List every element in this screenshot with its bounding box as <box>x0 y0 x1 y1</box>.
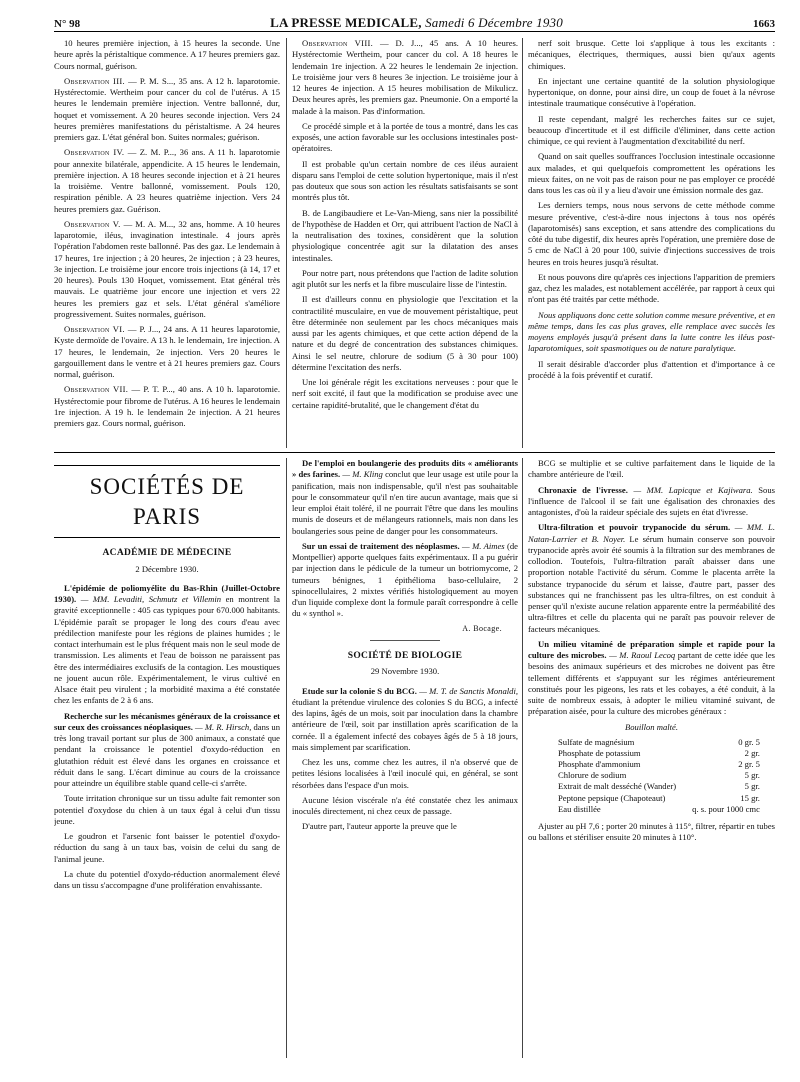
text-paragraph <box>528 76 775 110</box>
recipe-row <box>556 759 762 770</box>
paragraph-text: La chute du potentiel d'oxydo-réduction anormalement élevé dans un tissu s'accompagne d'une prolifération envahissante. <box>54 868 280 891</box>
communication-title: Sur un essai de traitement des néoplasmes. <box>302 540 460 551</box>
biologie-items-cont <box>528 458 775 718</box>
communication-title: Etude sur la colonie S du BCG. <box>302 685 417 696</box>
observation-paragraph <box>54 76 280 144</box>
recipe-closing: Ajuster au pH 7,6 ; porter 20 minutes à 115°, filtrer, répartir en tubes ou ballons et stériliser ensuite 20 minutes à 110°. <box>528 820 775 843</box>
text-paragraph <box>292 268 518 291</box>
observation-label: Observation VI. <box>64 324 125 334</box>
academie-heading: ACADÉMIE DE MÉDECINE <box>102 548 232 559</box>
societes-column <box>54 458 280 1058</box>
paragraph-text: nerf soit brusque. Cette loi s'applique à tous les excitants : mécaniques, électriques, thermiques, aussi bien qu'aux agents chimiques. <box>528 38 775 71</box>
recipe-row <box>556 737 762 748</box>
communication-paragraph <box>292 458 518 537</box>
paragraph-text: en montrent la gravité exceptionnelle : 405 cas typiques pour 670.000 habitants. L'épidémie paraît se propager le long des cours d'eau avec prédilection manifeste pour les régions de plaines humides ; le contact interhumain est le plus fréquent mais non le seul mode de transmission. Les aliments et l'eau de boisson ne paraissent pas être des intermédiaires exclusifs de la contagion. Les moustiques ne jouent aucun rôle. Expérimentalement, le virus cultivé en Alsace était peu virulent ; la morbidité maxima a été constatée chez les enfants de 2 à 6 ans. <box>54 594 280 706</box>
paragraph-text: Toute irritation chronique sur un tissu adulte fait remonter son potentiel d'oxydose du chien à un taux égal à celui d'un tissu jeune. <box>54 793 280 826</box>
heading-rule <box>54 465 280 466</box>
paragraph-text: B. de Langibaudiere et Le-Van-Mieng, sans nier la possibilité de l'hypothèse de Hadden et Orr, qui attribuent l'action de NaCl à la neutralisation des toxines, considèrent que la solution physiologique concentrée agit sur la dilatation des anses intestinales. <box>292 207 518 263</box>
text-paragraph <box>528 114 775 148</box>
text-paragraph <box>54 869 280 892</box>
column-divider <box>286 38 287 448</box>
recipe-title: Bouillon malté. <box>625 721 678 732</box>
paragraph-text: D'autre part, l'auteur apporte la preuve que le <box>302 821 457 832</box>
paragraph-text: dans un très long travail portant sur plus de 300 animaux, a constaté que pendant la croissance le potentiel d'oxydo-réduction en glutathion réduit est élevé dans les organes en croissance et réduit dans le sang. L'écart diminue au cours de la croissance pour atteindre un équilibre stable quand celle-ci s'arrête. <box>54 721 280 789</box>
paragraph-text: (de Montpellier) apporte quelques faits expérimentaux. Il a pu guérir par injection dans le pédicule de la tumeur un botriomycome, 2 tumeurs bénignes, 1 épithélioma baso-cellulaire, 2 spinocellulaires, 2 mixtes vérifiés histologiquement au moyen d'un liquide complexe dont la formule paraît correspondre à celle du « synthol ». <box>292 540 518 619</box>
paragraph-text: Sous l'influence de l'alcool il se fait une égalisation des chronaxies des antagonistes, d'où la raideur spéciale des sujets en état d'ivresse. <box>528 484 775 517</box>
communication-paragraph <box>54 711 280 790</box>
text-paragraph <box>528 359 775 382</box>
paragraph-text: Ce procédé simple et à la portée de tous a montré, dans les cas exposés, une action favorable sur les occlusions intestinales post-opératoires. <box>292 120 518 154</box>
paragraph-text: Pour notre part, nous prétendons que l'action de ladite solution agit plutôt sur les nerfs et la fibre musculaire lisse de l'intestin. <box>292 267 518 289</box>
text-paragraph <box>292 377 518 411</box>
text-paragraph <box>54 38 280 72</box>
societes-heading: SOCIÉTÉS DE PARIS <box>89 474 245 530</box>
communication-title: L'épidémie de poliomyélite du Bas-Rhin (Juillet-Octobre 1930). <box>54 582 280 605</box>
text-paragraph <box>292 159 518 204</box>
journal-title <box>270 14 563 31</box>
lower-right-column <box>528 458 775 1058</box>
separator <box>370 640 440 641</box>
communication-authors: — MM. Lapicque et Kajiwara. <box>627 484 753 495</box>
paragraph-text: Il est d'ailleurs connu en physiologie que l'excitation et la contractilité musculaire, en vue de mouvement péristaltique, peut être déterminée non seulement par les chocs mécaniques mais aussi par les agents chimiques, et que cette action dépend de la nature et du degré de concentration des substances chimiques. Ainsi le sel neutre, chlorure de sodium (5 à 30 pour 100) détermine l'excitation des nerfs. <box>292 294 518 372</box>
communication-authors: — M. T. de Sanctis Monaldi, <box>416 685 518 696</box>
paragraph-text: Le sérum humain conserve son pouvoir trypanocide après avoir été soumis à la filtration sur des membranes de collodion. Toutefois, l'ultra-filtration paraît abaisser dans une proportion notable l'activité du sérum. Comme le placenta arrête la substance trypanocide du sérum et laisse, d'autre part, passer des substances qui ne franchissent pas les ultra-filtres, on est conduit à penser qu'il n'existe aucune relation apparente entre la perméabilité des ultra-filtres et celle du placenta qui ne paraît pas pouvoir relever de facteurs mécaniques. <box>528 533 775 634</box>
ingredient-quantity: 0 gr. 5 <box>738 736 760 747</box>
text-paragraph <box>292 294 518 373</box>
paragraph-text: — Z. M. P..., 36 ans. A 11 h. laparotomie pour annexite bilatérale, appendicite. A 15 heures le lendemain, première injection. A 18 heures seconde injection et à 21 heures la troisième. Ventre ballonné, vomissement. Pouls 120, respiration pénible. A 23 heures quatrième injection. Vers 24 heures premiers gaz. Guérison. <box>54 147 280 214</box>
paragraph-text: Les derniers temps, nous nous servons de cette méthode comme mesure préventive, c'est-à-dire nous injectons à tous nos opérés (laparotomisés) sans exception, et sans attendre des complications du côté du tube digestif, dix heures après l'opération, une première dose de 5 cmc de NaCl à 20 pour 100, suivie d'injections successives de trois heures en trois heures jusqu'à résultat. <box>528 200 775 267</box>
observation-paragraph <box>54 219 280 320</box>
issue-date: Samedi 6 Décembre 1930 <box>425 15 563 30</box>
communication-title: Recherche sur les mécanismes généraux de la croissance et sur ceux des croissances néoplasiques. <box>54 710 280 732</box>
ingredient-name: Phosphate de potassium <box>558 747 641 758</box>
text-paragraph <box>528 38 775 72</box>
recipe-row <box>556 804 762 815</box>
paragraph-text: Il est probable qu'un certain nombre de ces iléus auraient disparu sans l'emploi de cette solution hypertonique, mais il n'est pas douteux que sous son action les résultats satisfaisants se sont montrés plus tôt. <box>292 158 518 203</box>
text-paragraph <box>528 200 775 268</box>
paragraph-text: Nous appliquons donc cette solution comme mesure préventive, et en même temps, dans les cas plus graves, elle remplace avec succès les moyens employés jusqu'à présent dans la lutte contre les iléus post-laparotomiques, soit spasmotiques ou de nature paralytique. <box>528 309 775 354</box>
paragraph-text: étudiant la prétendue virulence des colonies S du BCG, a infecté des lapins, âgés de un mois, soit par inoculation dans la chambre antérieure de l'œil, soit par instillation après scarification de la cornée. Il a également infecté des cobayes âgés de 5 à 18 jours, mais simplement par scarification. <box>292 696 518 752</box>
recipe-row <box>556 770 762 781</box>
paragraph-text: Il reste cependant, malgré les recherches faites sur ce sujet, beaucoup d'incertitude et il est difficile d'éliminer, dans cette action chimique, ce qui revient à l'augmentation d'excitabilité du nerf. <box>528 113 775 146</box>
text-paragraph <box>54 831 280 865</box>
ingredient-quantity: 2 gr. 5 <box>738 759 760 770</box>
ingredient-quantity: 2 gr. <box>744 747 760 758</box>
paragraph-text: Il serait désirable d'accorder plus d'attention et d'importance à ce procédé à la fois préventif et curatif. <box>528 358 775 380</box>
observation-paragraph <box>54 147 280 215</box>
communication-authors: — M. Raoul Lecoq <box>606 650 676 660</box>
communication-paragraph <box>292 541 518 620</box>
ingredient-quantity: 5 gr. <box>744 770 760 781</box>
text-paragraph <box>292 795 518 818</box>
paragraph-text: BCG se multiplie et se cultive parfaitement dans le liquide de la chambre antérieure de l'œil. <box>528 458 775 480</box>
text-paragraph <box>528 458 775 481</box>
paragraph-text: En injectant une certaine quantité de la solution physiologique hypertonique, on donne, pour ainsi dire, un coup de fouet à la névrose intestinale traumatique consécutive à l'opération. <box>528 75 775 109</box>
text-paragraph <box>292 757 518 791</box>
page-number: 1663 <box>753 18 775 30</box>
observation-paragraph <box>54 384 280 429</box>
recipe-row <box>556 748 762 759</box>
text-paragraph <box>528 310 775 355</box>
paragraph-text: Une loi générale régit les excitations nerveuses : pour que le nerf soit excité, il faut que la modification se produise avec une certaine rapidité-brutalité, que le changement d'état du <box>292 377 518 410</box>
paragraph-text: Quand on sait quelles souffrances l'occlusion intestinale occasionne aux malades, et qui quelquefois compromettent les opérations les mieux faites, on ne voit pas de raison pour ne pas employer ce procédé dans tous les cas où il y a lieu d'avoir une émission normale des gaz. <box>528 151 775 195</box>
page-header <box>54 14 775 28</box>
communication-title: Chronaxie de l'ivresse. <box>538 484 628 495</box>
column-divider <box>286 458 287 1058</box>
column-divider <box>522 458 523 1058</box>
ingredient-quantity: 5 gr. <box>744 781 760 792</box>
communication-paragraph <box>528 485 775 519</box>
communication-authors: — M. Aimes <box>459 540 505 551</box>
communication-authors: — MM. L. Natan-Larrier et B. Noyer. <box>528 522 775 544</box>
text-paragraph <box>528 272 775 306</box>
paragraph-text: 10 heures première injection, à 15 heures la seconde. Une heure après la péristaltique commence. A 17 heures premiers gaz. Cours normal, guérison. <box>54 38 280 71</box>
column-1 <box>54 38 280 448</box>
journal-name: LA PRESSE MEDICALE, <box>270 15 422 30</box>
signature: A. Bocage. <box>462 623 502 633</box>
text-paragraph <box>528 151 775 196</box>
biologie-items <box>292 686 518 833</box>
academie-items-cont <box>292 458 518 620</box>
academie-date: 2 Décembre 1930. <box>135 563 199 574</box>
academie-items <box>54 583 280 892</box>
recipe-row <box>556 793 762 804</box>
ingredient-quantity: q. s. pour 1000 cmc <box>692 803 760 814</box>
recipe-row <box>556 781 762 792</box>
header-rule <box>54 31 775 32</box>
section-rule <box>54 452 775 453</box>
text-paragraph <box>54 793 280 827</box>
heading-rule <box>54 537 280 538</box>
paragraph-text: — P. T. P..., 40 ans. A 10 h. laparotomie. Hystérectomie pour fibrome de l'utérus. A 16 heures le lendemain 1re injection. A 19 h. le lendemain 2e injection. A 21 heures premiers gaz. Cours normal, guérison. <box>54 384 280 428</box>
communication-paragraph <box>54 583 280 707</box>
observation-label: Observation V. <box>64 218 121 229</box>
issue-number: N° 98 <box>54 18 81 30</box>
communication-title: Ultra-filtration et pouvoir trypanocide du sérum. <box>538 522 731 533</box>
ingredient-quantity: 15 gr. <box>740 792 760 803</box>
observation-label: Observation III. <box>64 75 125 86</box>
ingredient-name: Sulfate de magnésium <box>558 736 635 747</box>
observation-paragraph <box>292 38 518 117</box>
communication-paragraph <box>292 686 518 754</box>
communication-authors: — MM. Levaditi, Schmutz et Villemin <box>76 594 222 605</box>
biologie-heading: SOCIÉTÉ DE BIOLOGIE <box>347 650 463 661</box>
ingredient-name: Peptone pepsique (Chapoteaut) <box>558 792 666 803</box>
observation-label: Observation IV. <box>64 147 125 158</box>
paragraph-text: — P. J..., 24 ans. A 11 heures laparotomie, Kyste dermoïde de l'ovaire. A 13 h. le lendemain, 1re injection. A 17 heures, le lendemain, 2e injection. Vers 20 heures le gargouillement dans le ventre et à 21 heures premiers gaz. Cours normal, guérison. <box>54 324 280 379</box>
column-3 <box>528 38 775 448</box>
text-paragraph <box>292 121 518 155</box>
paragraph-text: — M. A. M..., 32 ans, homme. A 10 heures laparotomie, iléus, invagination intestinale. 4 jours après l'opération l'abdomen reste ballonné. Pas des gaz. Le lendemain à 17 heures, 1re injection ; à 20 heures, 2e injection ; à 23 heures, 3e injection. Le troisième jour encore trois injections (à 14, 17 et 20 heures). Pouls 130 Hoquet, vomissement. Etat général très mauvais. Le quatrième jour encore une injection et vers 22 heures les premiers gaz et sels. L'état général s'améliore progressivement. Suites normales, guérison. <box>54 218 280 319</box>
paragraph-text: — P. M. S..., 35 ans. A 12 h. laparotomie. Hystérectomie. Wertheim pour cancer du col de l'utérus. A 15 heures le lendemain première injection. Ventre ballonné, dur, hoquet et vomissement. A 20 heures seconde injection. Vers 24 heures premières manifestations du péristaltisme. A 24 heures premiers gaz. L'état général bon. Suites normales; guérison. <box>54 75 280 142</box>
ingredient-name: Extrait de malt desséché (Wander) <box>558 781 677 792</box>
communication-title: De l'emploi en boulangerie des produits dits « améliorants » des farines. <box>292 458 518 480</box>
observation-label: Observation VIII. <box>302 38 374 48</box>
paragraph-text: Et nous pouvons dire qu'après ces injections l'apparition de premiers gaz, chez les malades, est notablement accélérée, par rapport à ceux qui n'ont pas été traités par cette méthode. <box>528 271 775 305</box>
text-paragraph <box>292 821 518 832</box>
ingredient-name: Eau distillée <box>558 803 601 814</box>
paragraph-text: Chez les uns, comme chez les autres, il n'a observé que de petites lésions localisées à l'œil inoculé qui, en général, se sont résorbées dans l'espace d'un mois. <box>292 757 518 790</box>
communication-paragraph <box>528 639 775 718</box>
observation-paragraph <box>54 324 280 380</box>
communication-paragraph <box>528 522 775 635</box>
communication-authors: — M. Kling <box>340 469 383 480</box>
column-2 <box>292 38 518 448</box>
paragraph-text: Aucune lésion viscérale n'a été constatée chez les animaux inoculés directement, ni chez ceux de passage. <box>292 794 518 817</box>
recipe-table <box>556 737 762 815</box>
paragraph-text: — D. J..., 45 ans. A 10 heures. Hystérectomie Wertheim, pour cancer du col. A 18 heures le lendemain 1re injection. A 22 heures le lendemain 2e injection. Le troisième jour vers 8 heures 3e injection. Le troisième jour à 12 heures 4e injection. A 15 heures mobilisation de Mikulicz. Deux heures après, les premiers gaz. Pneumonie. On a emporté la malade à la maison. Pas d'information. <box>292 38 518 116</box>
ingredient-name: Chlorure de sodium <box>558 770 627 781</box>
paragraph-text: Le goudron et l'arsenic font baisser le potentiel d'oxydo-réduction du sang à un taux bas, voisin de celui du sang de l'animal jeune. <box>54 831 280 864</box>
paragraph-text: partant de cette idée que les besoins des animaux supérieurs et des microbes ne doivent pas être tellement différents et s'appuyant sur les régimes antérieurement constitués pour les pigeons, les rats et les cobayes, a été conduit, à la suite de nombreux essais, à adopter le milieu vitaminé suivant, de préparation aisée, pour la culture des microbes généraux : <box>528 650 775 717</box>
communication-authors: — M. R. Hirsch, <box>192 721 252 732</box>
biologie-date: 29 Novembre 1930. <box>370 666 440 677</box>
lower-middle-column <box>292 458 518 1058</box>
observation-label: Observation VII. <box>64 384 129 395</box>
text-paragraph <box>292 208 518 264</box>
ingredient-name: Phosphate d'ammonium <box>558 759 641 770</box>
communication-title: Un milieu vitaminé de préparation simple et rapide pour la culture des microbes. <box>528 638 775 660</box>
paragraph-text: conclut que leur usage est utile pour la panification, mais non indispensable, qu'il n'est pas souhaitable pour le consommateur qu'il n'en tire aucun avantage, mais que si leur emploi était toléré, il ne pourrait l'être que dans les moulins munis de doseurs et de mélangeurs rationnels, mais non dans les boulangeries sous peine de danger pour les consommateurs. <box>292 469 518 536</box>
column-divider <box>522 38 523 448</box>
